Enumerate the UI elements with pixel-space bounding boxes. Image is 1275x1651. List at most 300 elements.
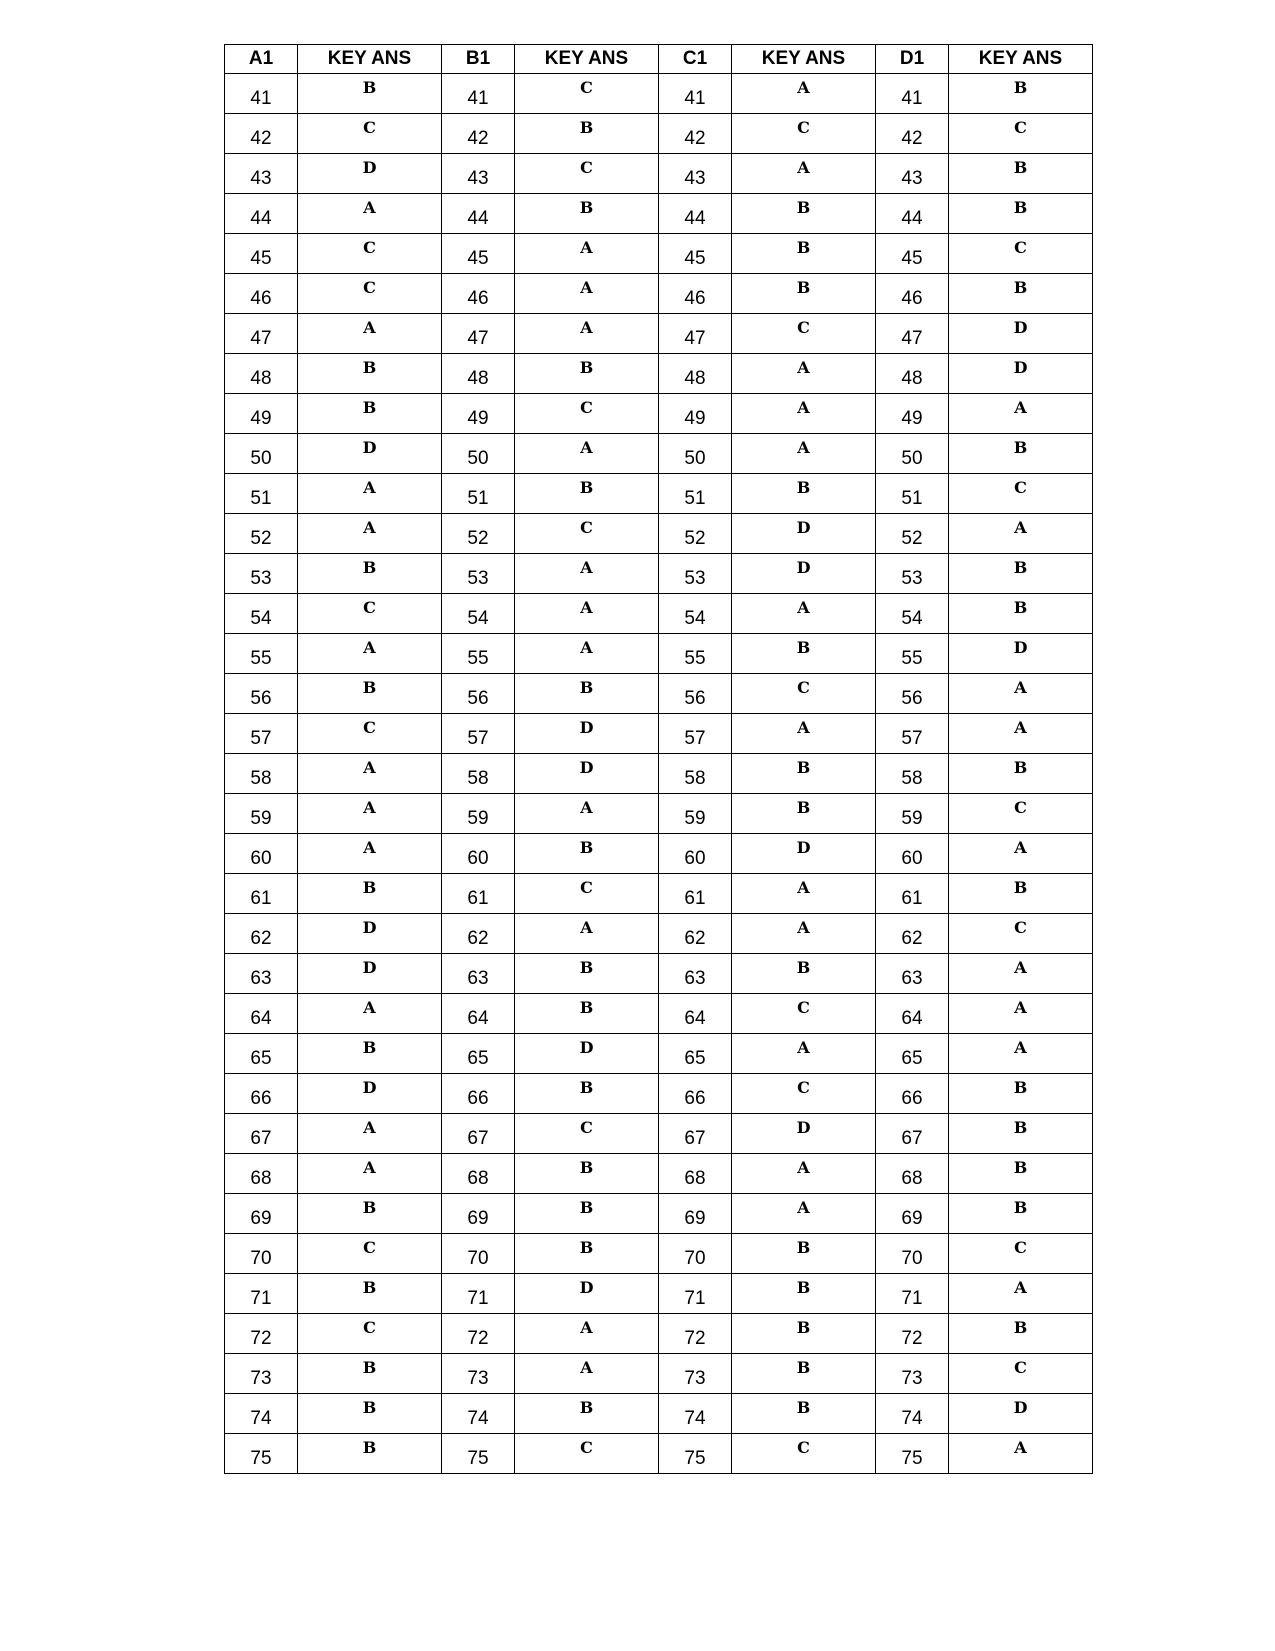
key-answer-d1: A <box>949 954 1093 994</box>
table-row <box>225 234 1093 274</box>
question-number-b1: 44 <box>442 194 515 234</box>
key-answer-b1: A <box>515 794 659 834</box>
question-number-b1: 56 <box>442 674 515 714</box>
question-number-c1: 63 <box>659 954 732 994</box>
key-answer-b1: B <box>515 114 659 154</box>
question-number-a1: 45 <box>225 234 298 274</box>
key-answer-a1: C <box>298 1314 442 1354</box>
key-answer-b1: C <box>515 874 659 914</box>
question-number-c1: 47 <box>659 314 732 354</box>
key-answer-b1: A <box>515 554 659 594</box>
key-answer-b1: A <box>515 1314 659 1354</box>
table-row <box>225 314 1093 354</box>
key-answer-b1: A <box>515 1354 659 1394</box>
key-answer-a1: B <box>298 354 442 394</box>
key-answer-a1: A <box>298 1154 442 1194</box>
question-number-d1: 67 <box>876 1114 949 1154</box>
question-number-a1: 63 <box>225 954 298 994</box>
key-answer-b1: C <box>515 154 659 194</box>
question-number-c1: 73 <box>659 1354 732 1394</box>
question-number-c1: 60 <box>659 834 732 874</box>
key-answer-b1: C <box>515 74 659 114</box>
header-key-ans-d1: KEY ANS <box>949 45 1093 74</box>
header-key-ans-b1: KEY ANS <box>515 45 659 74</box>
table-row <box>225 1074 1093 1114</box>
table-row <box>225 274 1093 314</box>
question-number-a1: 60 <box>225 834 298 874</box>
question-number-a1: 48 <box>225 354 298 394</box>
question-number-c1: 67 <box>659 1114 732 1154</box>
key-answer-c1: A <box>732 394 876 434</box>
question-number-c1: 55 <box>659 634 732 674</box>
question-number-d1: 58 <box>876 754 949 794</box>
question-number-c1: 56 <box>659 674 732 714</box>
key-answer-b1: A <box>515 594 659 634</box>
question-number-d1: 63 <box>876 954 949 994</box>
key-answer-c1: B <box>732 194 876 234</box>
question-number-b1: 65 <box>442 1034 515 1074</box>
key-answer-b1: B <box>515 1234 659 1274</box>
question-number-b1: 67 <box>442 1114 515 1154</box>
key-answer-d1: A <box>949 714 1093 754</box>
question-number-b1: 66 <box>442 1074 515 1114</box>
header-row <box>225 45 1093 74</box>
question-number-b1: 55 <box>442 634 515 674</box>
key-answer-a1: D <box>298 154 442 194</box>
answer-key-body <box>225 74 1093 1474</box>
key-answer-a1: B <box>298 1354 442 1394</box>
question-number-a1: 42 <box>225 114 298 154</box>
question-number-c1: 49 <box>659 394 732 434</box>
table-row <box>225 1194 1093 1234</box>
key-answer-b1: B <box>515 474 659 514</box>
question-number-b1: 73 <box>442 1354 515 1394</box>
key-answer-b1: D <box>515 754 659 794</box>
key-answer-b1: B <box>515 1074 659 1114</box>
key-answer-a1: D <box>298 954 442 994</box>
key-answer-c1: B <box>732 274 876 314</box>
key-answer-a1: D <box>298 1074 442 1114</box>
key-answer-d1: C <box>949 234 1093 274</box>
question-number-d1: 54 <box>876 594 949 634</box>
key-answer-a1: A <box>298 994 442 1034</box>
question-number-b1: 72 <box>442 1314 515 1354</box>
key-answer-c1: B <box>732 1274 876 1314</box>
table-row <box>225 1114 1093 1154</box>
key-answer-c1: A <box>732 154 876 194</box>
header-set-a1: A1 <box>225 45 298 74</box>
table-row <box>225 114 1093 154</box>
key-answer-c1: A <box>732 874 876 914</box>
question-number-b1: 45 <box>442 234 515 274</box>
question-number-b1: 69 <box>442 1194 515 1234</box>
key-answer-c1: A <box>732 1154 876 1194</box>
table-row <box>225 1394 1093 1434</box>
key-answer-d1: D <box>949 314 1093 354</box>
question-number-a1: 47 <box>225 314 298 354</box>
key-answer-a1: C <box>298 274 442 314</box>
question-number-b1: 61 <box>442 874 515 914</box>
key-answer-c1: D <box>732 1114 876 1154</box>
key-answer-a1: B <box>298 1194 442 1234</box>
key-answer-c1: B <box>732 954 876 994</box>
key-answer-b1: C <box>515 394 659 434</box>
header-set-c1: C1 <box>659 45 732 74</box>
question-number-a1: 62 <box>225 914 298 954</box>
key-answer-a1: C <box>298 1234 442 1274</box>
table-row <box>225 674 1093 714</box>
question-number-c1: 72 <box>659 1314 732 1354</box>
key-answer-b1: D <box>515 1034 659 1074</box>
question-number-b1: 53 <box>442 554 515 594</box>
question-number-c1: 68 <box>659 1154 732 1194</box>
header-key-ans-c1: KEY ANS <box>732 45 876 74</box>
table-row <box>225 794 1093 834</box>
table-row <box>225 74 1093 114</box>
question-number-d1: 71 <box>876 1274 949 1314</box>
question-number-c1: 45 <box>659 234 732 274</box>
question-number-b1: 64 <box>442 994 515 1034</box>
key-answer-c1: B <box>732 754 876 794</box>
question-number-d1: 47 <box>876 314 949 354</box>
key-answer-b1: A <box>515 914 659 954</box>
header-key-ans-a1: KEY ANS <box>298 45 442 74</box>
question-number-d1: 57 <box>876 714 949 754</box>
question-number-d1: 61 <box>876 874 949 914</box>
question-number-c1: 58 <box>659 754 732 794</box>
table-row <box>225 874 1093 914</box>
key-answer-d1: C <box>949 914 1093 954</box>
question-number-a1: 58 <box>225 754 298 794</box>
table-row <box>225 354 1093 394</box>
table-row <box>225 714 1093 754</box>
key-answer-a1: B <box>298 874 442 914</box>
question-number-a1: 70 <box>225 1234 298 1274</box>
key-answer-a1: A <box>298 194 442 234</box>
key-answer-d1: A <box>949 994 1093 1034</box>
question-number-d1: 55 <box>876 634 949 674</box>
key-answer-d1: B <box>949 1114 1093 1154</box>
question-number-a1: 61 <box>225 874 298 914</box>
question-number-d1: 50 <box>876 434 949 474</box>
key-answer-b1: B <box>515 674 659 714</box>
key-answer-b1: B <box>515 1194 659 1234</box>
key-answer-d1: D <box>949 354 1093 394</box>
question-number-c1: 53 <box>659 554 732 594</box>
question-number-a1: 44 <box>225 194 298 234</box>
key-answer-a1: C <box>298 714 442 754</box>
key-answer-d1: A <box>949 834 1093 874</box>
question-number-a1: 59 <box>225 794 298 834</box>
question-number-a1: 57 <box>225 714 298 754</box>
question-number-b1: 50 <box>442 434 515 474</box>
question-number-a1: 67 <box>225 1114 298 1154</box>
question-number-d1: 42 <box>876 114 949 154</box>
question-number-a1: 65 <box>225 1034 298 1074</box>
key-answer-b1: B <box>515 1394 659 1434</box>
key-answer-d1: B <box>949 754 1093 794</box>
key-answer-d1: A <box>949 394 1093 434</box>
question-number-a1: 74 <box>225 1394 298 1434</box>
question-number-c1: 51 <box>659 474 732 514</box>
table-row <box>225 554 1093 594</box>
question-number-a1: 52 <box>225 514 298 554</box>
table-row <box>225 594 1093 634</box>
question-number-a1: 73 <box>225 1354 298 1394</box>
question-number-b1: 63 <box>442 954 515 994</box>
key-answer-c1: B <box>732 634 876 674</box>
question-number-b1: 43 <box>442 154 515 194</box>
key-answer-c1: B <box>732 234 876 274</box>
question-number-a1: 50 <box>225 434 298 474</box>
key-answer-d1: A <box>949 1274 1093 1314</box>
question-number-c1: 41 <box>659 74 732 114</box>
key-answer-a1: A <box>298 634 442 674</box>
question-number-b1: 75 <box>442 1434 515 1474</box>
key-answer-a1: B <box>298 74 442 114</box>
question-number-d1: 62 <box>876 914 949 954</box>
question-number-d1: 41 <box>876 74 949 114</box>
key-answer-d1: C <box>949 474 1093 514</box>
key-answer-a1: B <box>298 394 442 434</box>
key-answer-c1: D <box>732 554 876 594</box>
key-answer-d1: B <box>949 554 1093 594</box>
question-number-b1: 74 <box>442 1394 515 1434</box>
question-number-d1: 75 <box>876 1434 949 1474</box>
table-row <box>225 434 1093 474</box>
key-answer-b1: B <box>515 194 659 234</box>
question-number-b1: 60 <box>442 834 515 874</box>
key-answer-d1: D <box>949 634 1093 674</box>
key-answer-c1: A <box>732 594 876 634</box>
key-answer-d1: C <box>949 1234 1093 1274</box>
key-answer-d1: A <box>949 674 1093 714</box>
question-number-d1: 70 <box>876 1234 949 1274</box>
key-answer-b1: B <box>515 354 659 394</box>
key-answer-c1: C <box>732 114 876 154</box>
key-answer-d1: C <box>949 114 1093 154</box>
question-number-c1: 54 <box>659 594 732 634</box>
key-answer-b1: B <box>515 994 659 1034</box>
table-row <box>225 1274 1093 1314</box>
question-number-c1: 61 <box>659 874 732 914</box>
question-number-d1: 56 <box>876 674 949 714</box>
question-number-d1: 46 <box>876 274 949 314</box>
key-answer-a1: D <box>298 914 442 954</box>
key-answer-a1: B <box>298 1434 442 1474</box>
key-answer-b1: D <box>515 1274 659 1314</box>
key-answer-b1: B <box>515 834 659 874</box>
question-number-b1: 58 <box>442 754 515 794</box>
key-answer-a1: C <box>298 594 442 634</box>
key-answer-d1: B <box>949 874 1093 914</box>
key-answer-d1: A <box>949 1034 1093 1074</box>
question-number-d1: 68 <box>876 1154 949 1194</box>
question-number-d1: 73 <box>876 1354 949 1394</box>
question-number-a1: 41 <box>225 74 298 114</box>
key-answer-d1: B <box>949 1154 1093 1194</box>
question-number-c1: 75 <box>659 1434 732 1474</box>
key-answer-a1: A <box>298 794 442 834</box>
key-answer-b1: A <box>515 314 659 354</box>
key-answer-a1: B <box>298 674 442 714</box>
question-number-a1: 69 <box>225 1194 298 1234</box>
question-number-b1: 47 <box>442 314 515 354</box>
key-answer-b1: C <box>515 1434 659 1474</box>
question-number-b1: 59 <box>442 794 515 834</box>
key-answer-b1: B <box>515 954 659 994</box>
key-answer-b1: A <box>515 234 659 274</box>
question-number-b1: 68 <box>442 1154 515 1194</box>
question-number-a1: 56 <box>225 674 298 714</box>
question-number-d1: 49 <box>876 394 949 434</box>
question-number-d1: 74 <box>876 1394 949 1434</box>
key-answer-c1: A <box>732 74 876 114</box>
key-answer-c1: B <box>732 474 876 514</box>
question-number-c1: 50 <box>659 434 732 474</box>
question-number-b1: 48 <box>442 354 515 394</box>
key-answer-d1: B <box>949 594 1093 634</box>
question-number-d1: 44 <box>876 194 949 234</box>
question-number-a1: 68 <box>225 1154 298 1194</box>
key-answer-b1: D <box>515 714 659 754</box>
key-answer-c1: C <box>732 994 876 1034</box>
question-number-d1: 45 <box>876 234 949 274</box>
question-number-c1: 48 <box>659 354 732 394</box>
header-set-b1: B1 <box>442 45 515 74</box>
table-row <box>225 994 1093 1034</box>
key-answer-a1: D <box>298 434 442 474</box>
key-answer-d1: A <box>949 1434 1093 1474</box>
question-number-b1: 51 <box>442 474 515 514</box>
key-answer-d1: C <box>949 1354 1093 1394</box>
question-number-d1: 59 <box>876 794 949 834</box>
key-answer-a1: A <box>298 514 442 554</box>
question-number-a1: 72 <box>225 1314 298 1354</box>
question-number-c1: 52 <box>659 514 732 554</box>
question-number-a1: 54 <box>225 594 298 634</box>
question-number-d1: 43 <box>876 154 949 194</box>
question-number-c1: 44 <box>659 194 732 234</box>
table-row <box>225 154 1093 194</box>
question-number-c1: 71 <box>659 1274 732 1314</box>
question-number-b1: 52 <box>442 514 515 554</box>
key-answer-c1: B <box>732 1234 876 1274</box>
key-answer-c1: B <box>732 1314 876 1354</box>
question-number-a1: 71 <box>225 1274 298 1314</box>
question-number-d1: 51 <box>876 474 949 514</box>
question-number-d1: 66 <box>876 1074 949 1114</box>
question-number-c1: 59 <box>659 794 732 834</box>
header-set-d1: D1 <box>876 45 949 74</box>
question-number-d1: 64 <box>876 994 949 1034</box>
table-row <box>225 1434 1093 1474</box>
key-answer-a1: B <box>298 1394 442 1434</box>
key-answer-d1: B <box>949 1194 1093 1234</box>
question-number-d1: 65 <box>876 1034 949 1074</box>
key-answer-d1: A <box>949 514 1093 554</box>
key-answer-a1: C <box>298 234 442 274</box>
key-answer-c1: B <box>732 1394 876 1434</box>
key-answer-d1: B <box>949 1314 1093 1354</box>
question-number-a1: 51 <box>225 474 298 514</box>
question-number-a1: 75 <box>225 1434 298 1474</box>
key-answer-b1: B <box>515 1154 659 1194</box>
question-number-b1: 62 <box>442 914 515 954</box>
question-number-a1: 53 <box>225 554 298 594</box>
table-row <box>225 1314 1093 1354</box>
question-number-d1: 48 <box>876 354 949 394</box>
question-number-d1: 69 <box>876 1194 949 1234</box>
table-row <box>225 1234 1093 1274</box>
question-number-d1: 52 <box>876 514 949 554</box>
question-number-b1: 42 <box>442 114 515 154</box>
question-number-b1: 54 <box>442 594 515 634</box>
key-answer-d1: B <box>949 194 1093 234</box>
table-row <box>225 914 1093 954</box>
table-row <box>225 954 1093 994</box>
question-number-a1: 46 <box>225 274 298 314</box>
question-number-c1: 70 <box>659 1234 732 1274</box>
key-answer-c1: A <box>732 354 876 394</box>
question-number-c1: 65 <box>659 1034 732 1074</box>
question-number-a1: 66 <box>225 1074 298 1114</box>
key-answer-a1: B <box>298 554 442 594</box>
key-answer-b1: C <box>515 1114 659 1154</box>
question-number-c1: 64 <box>659 994 732 1034</box>
table-row <box>225 514 1093 554</box>
key-answer-c1: B <box>732 794 876 834</box>
key-answer-d1: B <box>949 154 1093 194</box>
question-number-c1: 42 <box>659 114 732 154</box>
question-number-a1: 55 <box>225 634 298 674</box>
question-number-c1: 66 <box>659 1074 732 1114</box>
answer-key-table <box>224 44 1093 1474</box>
key-answer-c1: C <box>732 1074 876 1114</box>
key-answer-c1: C <box>732 314 876 354</box>
question-number-a1: 43 <box>225 154 298 194</box>
question-number-c1: 43 <box>659 154 732 194</box>
question-number-d1: 53 <box>876 554 949 594</box>
key-answer-c1: A <box>732 434 876 474</box>
key-answer-a1: B <box>298 1034 442 1074</box>
key-answer-c1: A <box>732 1034 876 1074</box>
key-answer-a1: A <box>298 834 442 874</box>
key-answer-b1: C <box>515 514 659 554</box>
key-answer-a1: A <box>298 1114 442 1154</box>
question-number-b1: 57 <box>442 714 515 754</box>
table-row <box>225 1034 1093 1074</box>
table-row <box>225 754 1093 794</box>
key-answer-d1: B <box>949 434 1093 474</box>
question-number-b1: 41 <box>442 74 515 114</box>
key-answer-d1: B <box>949 274 1093 314</box>
table-row <box>225 1154 1093 1194</box>
question-number-d1: 72 <box>876 1314 949 1354</box>
key-answer-a1: C <box>298 114 442 154</box>
key-answer-c1: C <box>732 1434 876 1474</box>
table-row <box>225 474 1093 514</box>
key-answer-b1: A <box>515 274 659 314</box>
question-number-b1: 71 <box>442 1274 515 1314</box>
question-number-c1: 57 <box>659 714 732 754</box>
key-answer-c1: A <box>732 714 876 754</box>
question-number-b1: 49 <box>442 394 515 434</box>
key-answer-c1: B <box>732 1354 876 1394</box>
key-answer-c1: D <box>732 514 876 554</box>
key-answer-a1: B <box>298 1274 442 1314</box>
key-answer-d1: B <box>949 74 1093 114</box>
